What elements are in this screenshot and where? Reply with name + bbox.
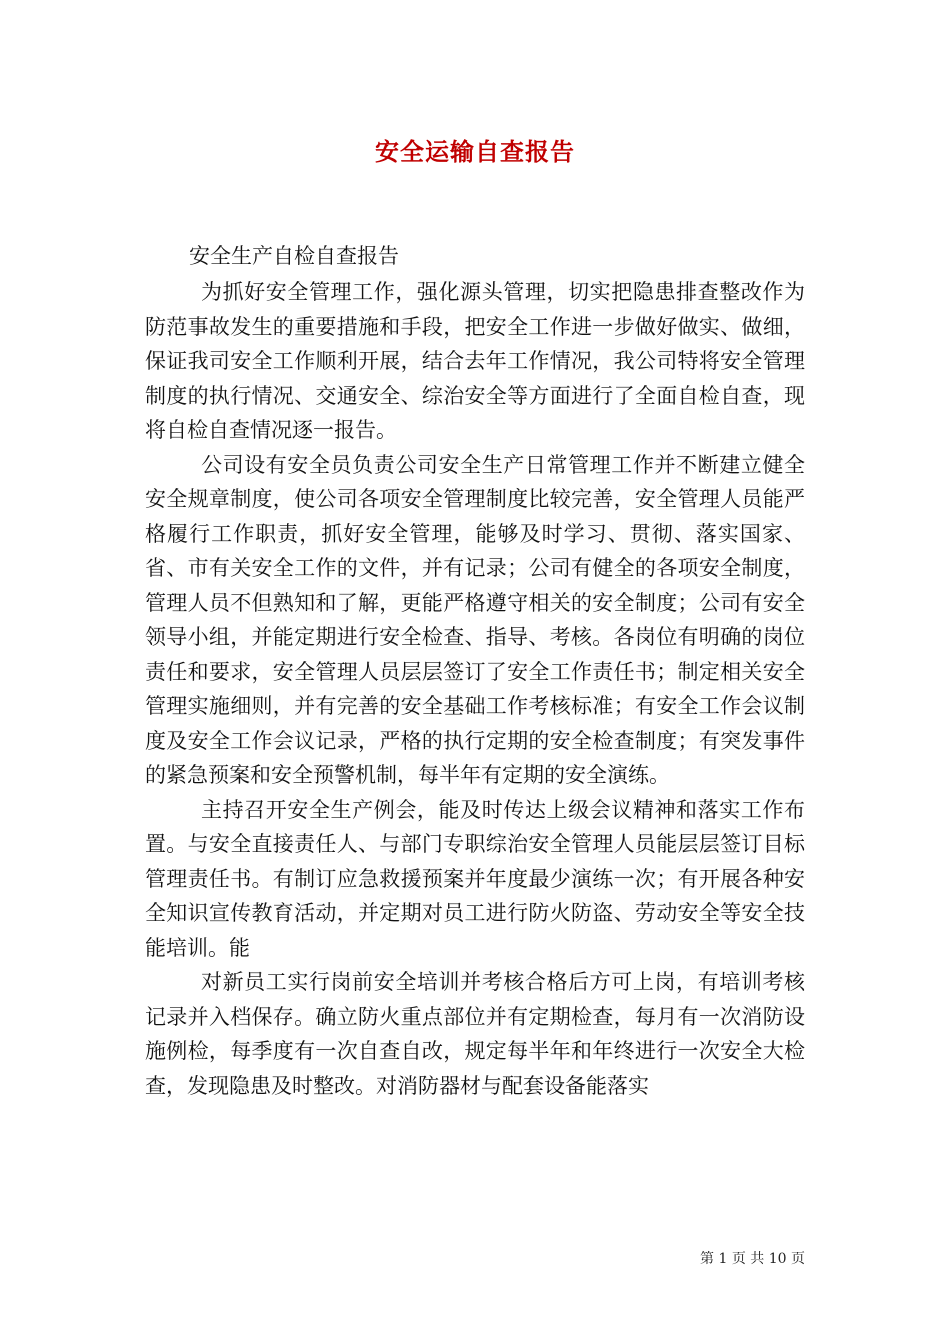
body-paragraph-4: 对新员工实行岗前安全培训并考核合格后方可上岗，有培训考核记录并入档保存。确立防火重点部位并有定期检查，每月有一次消防设施例检，每季度有一次自查自改，规定每半年和年终进行一次安全大检查，发现隐患及时整改。对消防器材与配套设备能落实 xyxy=(145,970,805,1098)
page-number-footer: 第 1 页 共 10 页 xyxy=(700,1251,805,1267)
body-paragraph-3: 主持召开安全生产例会，能及时传达上级会议精神和落实工作布置。与安全直接责任人、与部门专职综治安全管理人员能层层签订目标管理责任书。有制订应急救援预案并年度最少演练一次；有开展各种安全知识宣传教育活动，并定期对员工进行防火防盗、劳动安全等安全技能培训。能 xyxy=(145,797,805,960)
document-body xyxy=(145,240,805,1103)
body-paragraph-1: 为抓好安全管理工作，强化源头管理，切实把隐患排查整改作为防范事故发生的重要措施和手段，把安全工作进一步做好做实、做细，保证我司安全工作顺利开展，结合去年工作情况，我公司特将安全管理制度的执行情况、交通安全、综治安全等方面进行了全面自检自查，现将自检自查情况逐一报告。 xyxy=(145,280,805,442)
section-subtitle: 安全生产自检自查报告 xyxy=(189,244,399,268)
body-paragraph-2: 公司设有安全员负责公司安全生产日常管理工作并不断建立健全安全规章制度，使公司各项安全管理制度比较完善，安全管理人员能严格履行工作职责，抓好安全管理，能够及时学习、贯彻、落实国家、省、市有关安全工作的文件，并有记录；公司有健全的各项安全制度，管理人员不但熟知和了解，更能严格遵守相关的安全制度；公司有安全领导小组，并能定期进行安全检查、指导、考核。各岗位有明确的岗位责任和要求，安全管理人员层层签订了安全工作责任书；制定相关安全管理实施细则，并有完善的安全基础工作考核标准；有安全工作会议制度及安全工作会议记录，严格的执行定期的安全检查制度；有突发事件的紧急预案和安全预警机制，每半年有定期的安全演练。 xyxy=(145,452,805,787)
document-title: 安全运输自查报告 xyxy=(375,137,575,166)
